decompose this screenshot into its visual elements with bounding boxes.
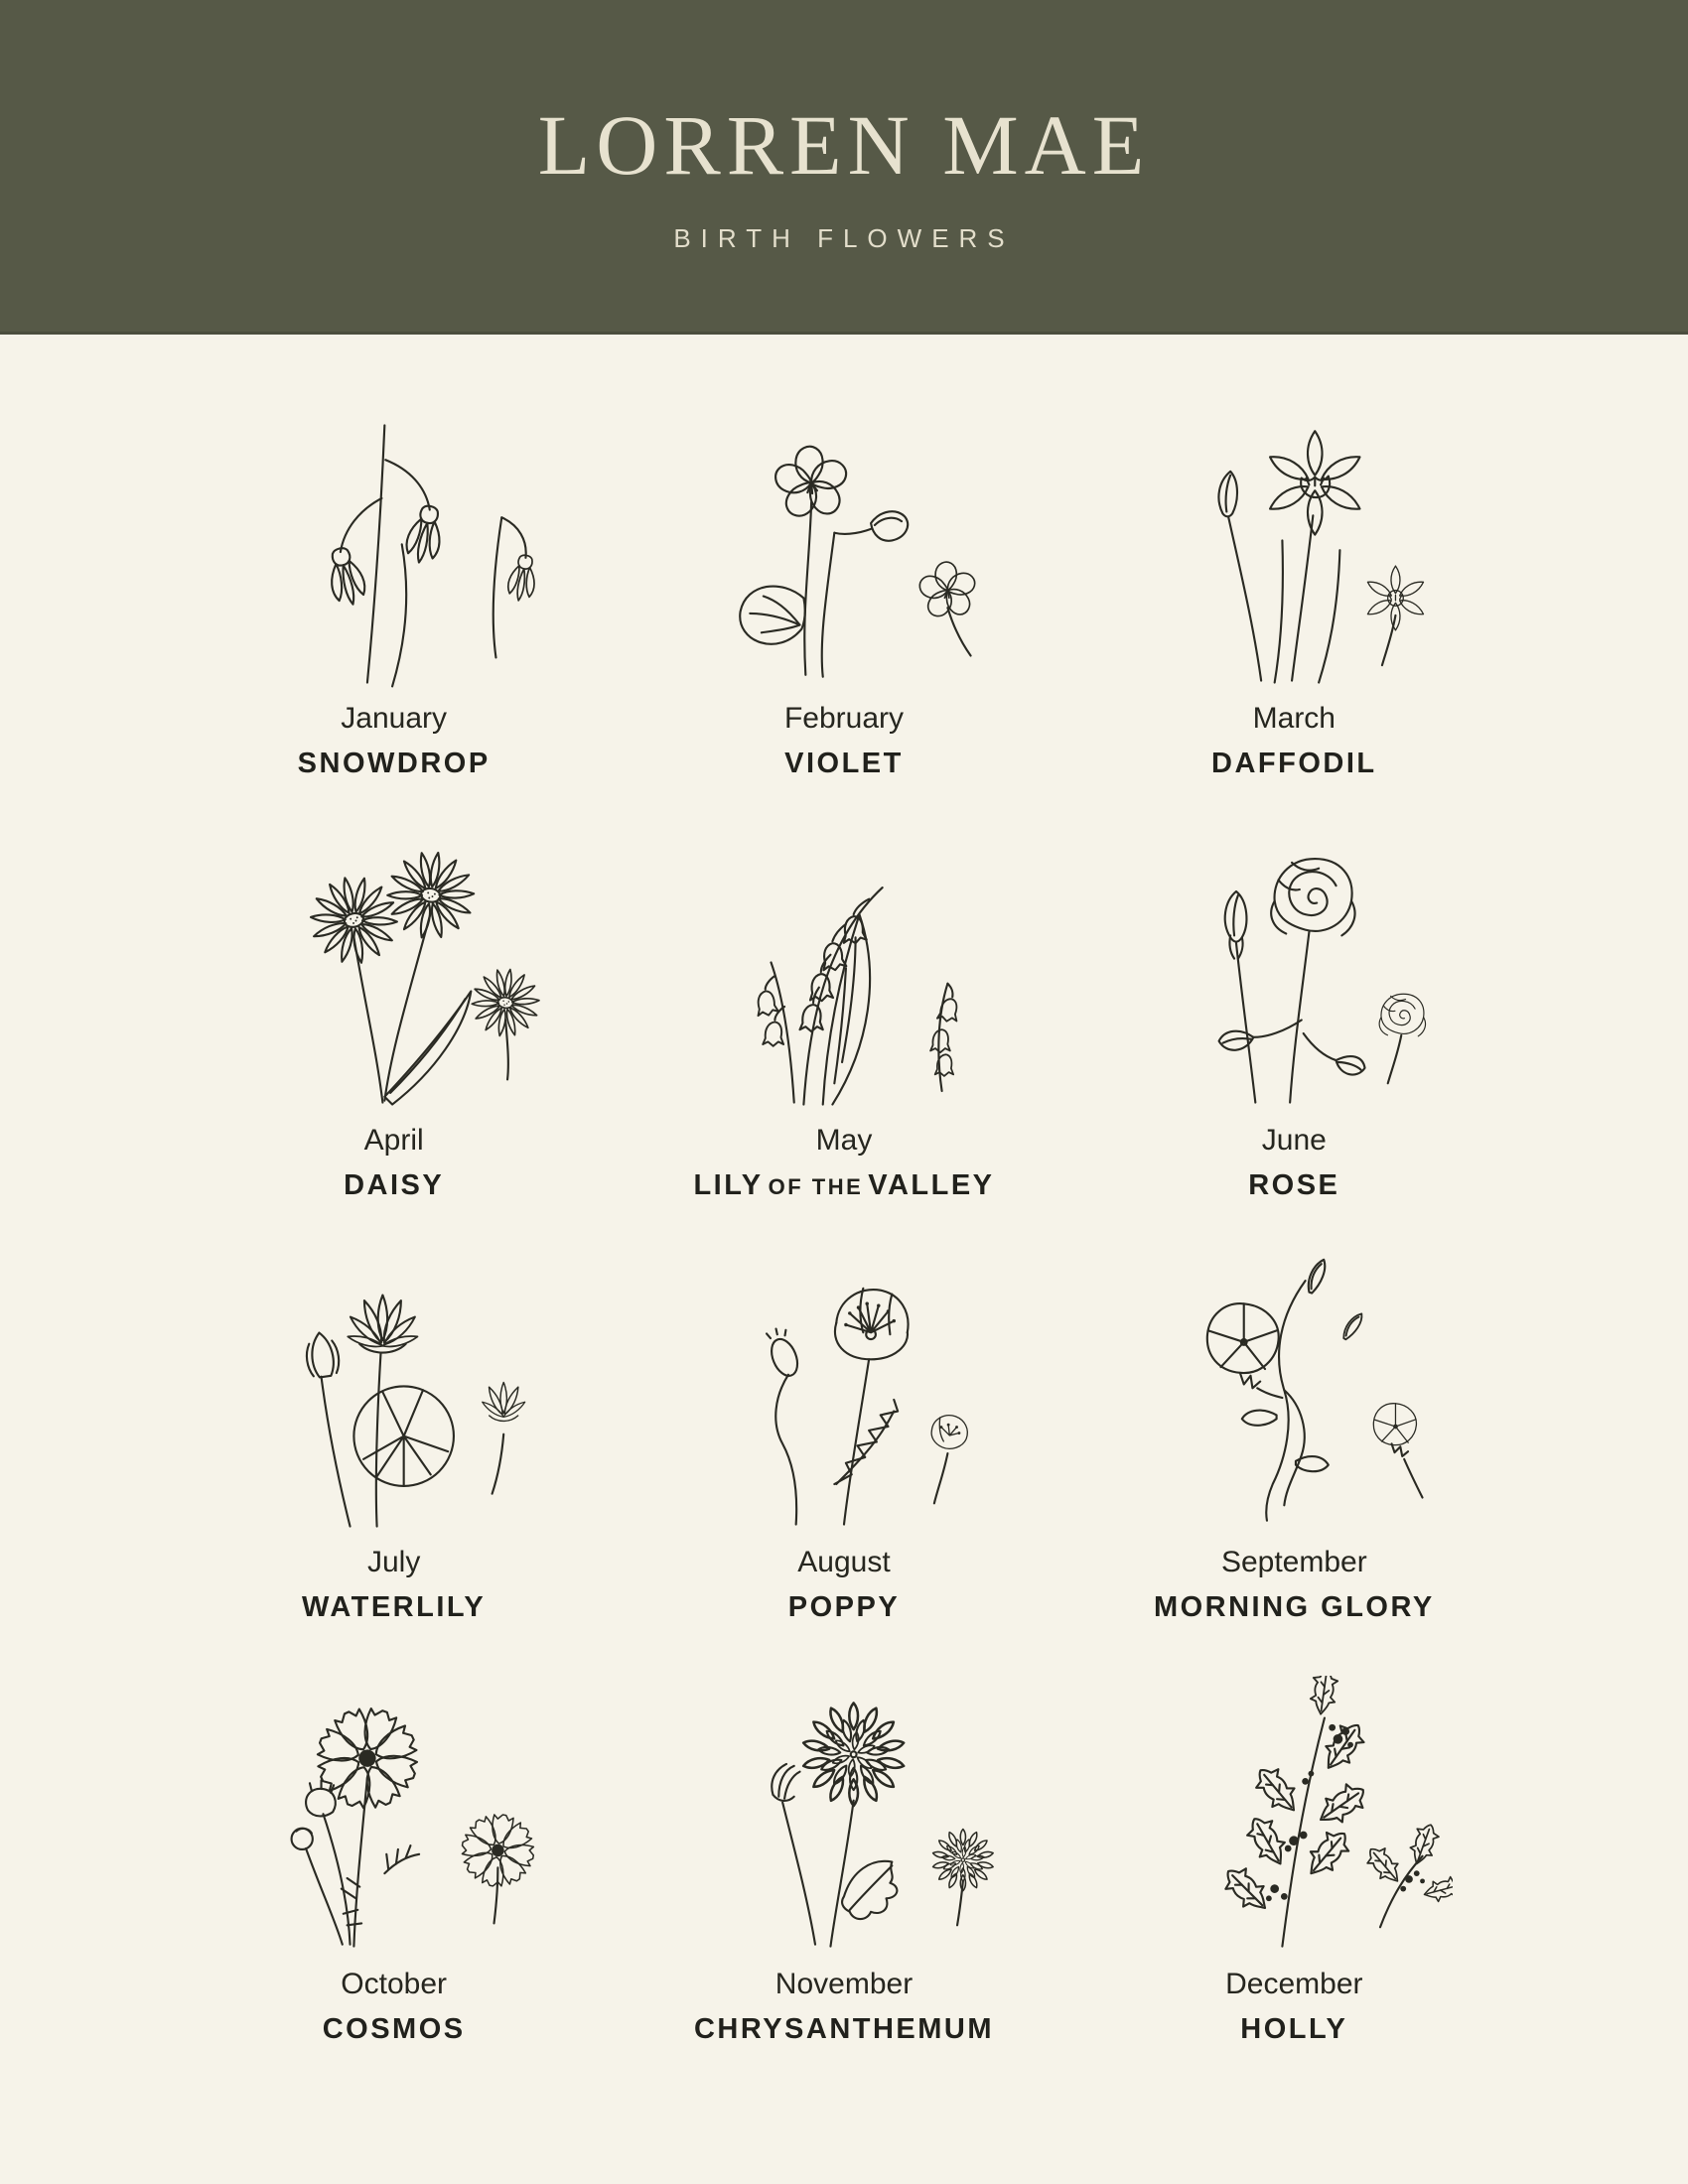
daffodil-icon <box>1135 410 1453 698</box>
flower-name: DAISY <box>344 1169 445 1201</box>
month-label: December <box>1225 1968 1363 2000</box>
violet-icon <box>685 410 1003 698</box>
month-label: January <box>341 702 448 735</box>
cell-november <box>619 1676 1068 2098</box>
month-label: May <box>815 1124 873 1157</box>
cell-january <box>169 410 619 832</box>
chrysanthemum-icon <box>685 1676 1003 1964</box>
cosmos-icon <box>235 1676 553 1964</box>
flower-name: HOLLY <box>1240 2013 1348 2045</box>
month-label: March <box>1252 702 1336 735</box>
flower-name: VIOLET <box>784 748 904 779</box>
flower-name: CHRYSANTHEMUM <box>693 2013 995 2045</box>
flower-name: DAFFODIL <box>1211 748 1377 779</box>
brand-title: LORREN MAE <box>537 97 1151 193</box>
cell-december <box>1069 1676 1519 2098</box>
flower-name-part-small: OF THE <box>768 1174 864 1199</box>
snowdrop-icon <box>235 410 553 698</box>
cell-february <box>619 410 1068 832</box>
flower-grid <box>0 335 1688 2098</box>
flower-name: ROSE <box>1248 1169 1340 1201</box>
flower-name: WATERLILY <box>302 1591 487 1623</box>
morning-glory-icon <box>1135 1254 1453 1542</box>
cell-may <box>619 832 1068 1254</box>
month-label: October <box>341 1968 448 2000</box>
header <box>0 0 1688 335</box>
holly-icon <box>1135 1676 1453 1964</box>
cell-august <box>619 1254 1068 1676</box>
cell-march <box>1069 410 1519 832</box>
flower-name-part: LILY <box>693 1169 764 1201</box>
month-label: July <box>366 1546 421 1578</box>
cell-july <box>169 1254 619 1676</box>
month-label: August <box>797 1546 891 1578</box>
month-label: June <box>1261 1124 1327 1157</box>
cell-october <box>169 1676 619 2098</box>
flower-name: COSMOS <box>322 2013 466 2045</box>
flower-name: SNOWDROP <box>297 748 491 779</box>
flower-name-part: VALLEY <box>868 1169 995 1201</box>
cell-september <box>1069 1254 1519 1676</box>
flower-name: MORNING GLORY <box>1153 1591 1435 1623</box>
header-subtitle: BIRTH FLOWERS <box>673 223 1015 253</box>
flower-name <box>693 1170 994 1202</box>
daisy-icon <box>235 832 553 1120</box>
cell-june <box>1069 832 1519 1254</box>
lily-of-the-valley-icon <box>685 832 1003 1120</box>
rose-icon <box>1135 832 1453 1120</box>
month-label: February <box>783 702 905 735</box>
flower-name: POPPY <box>787 1591 901 1623</box>
month-label: April <box>363 1124 424 1157</box>
month-label: September <box>1220 1546 1367 1578</box>
poppy-icon <box>685 1254 1003 1542</box>
waterlily-icon <box>235 1254 553 1542</box>
cell-april <box>169 832 619 1254</box>
month-label: November <box>774 1968 914 2000</box>
